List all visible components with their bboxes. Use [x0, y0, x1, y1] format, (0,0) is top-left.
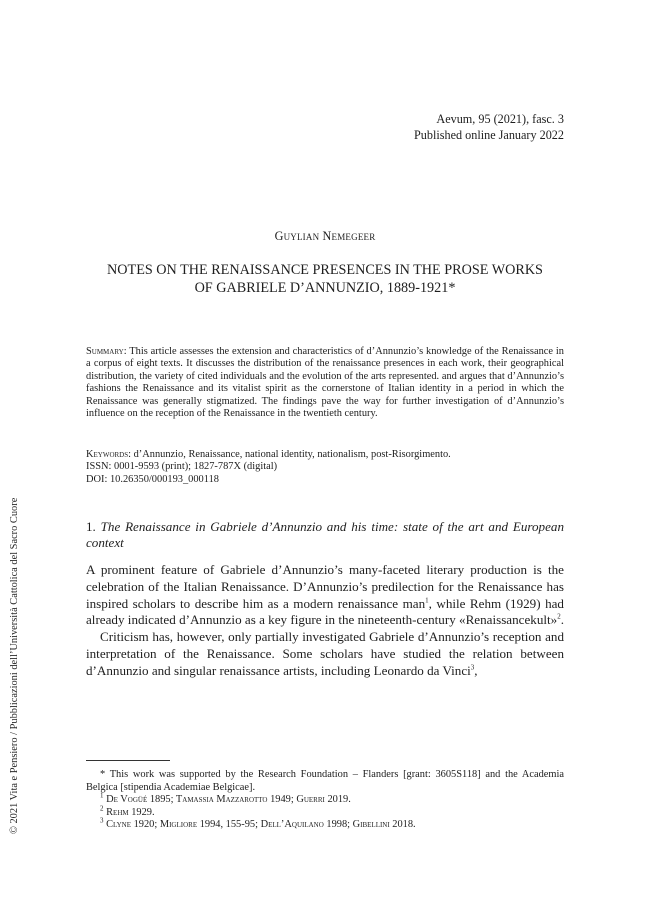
- paragraph-1-text-b: , while Rehm (1929) had already indicated d’Annunzio as a key figure in the nineteenth-century «Renaissancekult»: [86, 595, 564, 628]
- article-metadata: [86, 449, 564, 486]
- footnote-1-number: 1: [100, 791, 104, 800]
- article-title: [60, 262, 590, 297]
- summary-text: : This article assesses the extension and characteristics of d’Annunzio’s knowledge of the Renaissance in a corpus of eight texts. It discusses the distribution of the renaissance presences in each work, their geographical distribution, the variety of cited individuals and the evolution of the arts represented. and argues that d’Annunzio’s fashions the Renaissance and its vitalist spirit as the cornerstone of Italian identity in a period in which the Renaissance was generally stigmatized. The findings pave the way for further investigation of d’Annunzio’s influence on the reception of the Renaissance in the twentieth century.: [86, 346, 564, 420]
- footnote-2: [86, 804, 564, 820]
- section-title: The Renaissance in Gabriele d’Annunzio and his time: state of the art and European context: [86, 519, 565, 550]
- footnote-1: [86, 791, 564, 807]
- paragraph-1-text-c: .: [560, 612, 564, 628]
- keywords-line: [86, 449, 564, 461]
- issn-line: ISSN: 0001-9593 (print); 1827-787X (digital): [86, 461, 278, 473]
- footnote-star: * This work was supported by the Research Foundation – Flanders [grant: 3605S118] and the Academia Belgica [stipendia Academiae Belgicae].: [86, 769, 564, 793]
- keywords-label: Keywords: [86, 449, 129, 460]
- body-text: [86, 562, 564, 680]
- keywords-text: : d’Annunzio, Renaissance, national identity, nationalism, post-Risorgimento.: [128, 449, 451, 460]
- paragraph-1-text-a: A prominent feature of Gabriele d’Annunzio’s many-faceted literary production is the celebration of the Italian Renaissance. D’Annunzio’s predilection for the Renaissance has inspired scholars to describe him as a modern renaissance man: [86, 562, 564, 611]
- footnote-ref-3: 3: [470, 663, 475, 672]
- summary-abstract: [86, 346, 564, 420]
- footnote-3-number: 3: [100, 816, 104, 825]
- section-number: 1.: [86, 519, 101, 534]
- journal-header: [414, 112, 564, 143]
- journal-citation: Aevum, 95 (2021), fasc. 3: [436, 112, 564, 126]
- author-name: Guylian Nemegeer: [274, 229, 376, 243]
- title-line-2: OF GABRIELE D’ANNUNZIO, 1889-1921*: [194, 279, 456, 296]
- title-line-1: NOTES ON THE RENAISSANCE PRESENCES IN THE PROSE WORKS: [107, 262, 543, 278]
- paragraph-2-text-a: Criticism has, however, only partially investigated Gabriele d’Annunzio’s reception and interpretation of the Renaissance. Some scholars have studied the relation between d’Annunzio and singular renaissance artists, including Leonardo da Vinci: [86, 629, 564, 678]
- section-heading: [86, 519, 564, 551]
- doi-line: DOI: 10.26350/000193_000118: [86, 473, 219, 485]
- footnote-2-number: 2: [100, 804, 104, 813]
- summary-label: Summary: [86, 346, 124, 357]
- paragraph-1: [86, 562, 564, 629]
- footnote-ref-1: 1: [425, 596, 429, 605]
- footnote-2-text: Rehm 1929.: [106, 806, 155, 818]
- footnote-3-text: Clyne 1920; Migliore 1994, 155-95; Dell’Aquilano 1998; Gibellini 2018.: [106, 819, 416, 831]
- paragraph-2-text-b: ,: [474, 662, 478, 678]
- footnote-3: [86, 816, 564, 832]
- copyright-sidebar: © 2021 Vita e Pensiero / Pubblicazioni dell’Università Cattolica del Sacro Cuore: [9, 497, 20, 834]
- footnotes: [86, 769, 564, 832]
- footnote-divider: [86, 760, 170, 761]
- publication-date: Published online January 2022: [414, 127, 564, 142]
- footnote-1-text: De Vogüé 1895; Tamassia Mazzarotto 1949; Guerri 2019.: [106, 794, 351, 806]
- footnote-ref-2: 2: [557, 613, 561, 622]
- paragraph-2: [86, 629, 564, 679]
